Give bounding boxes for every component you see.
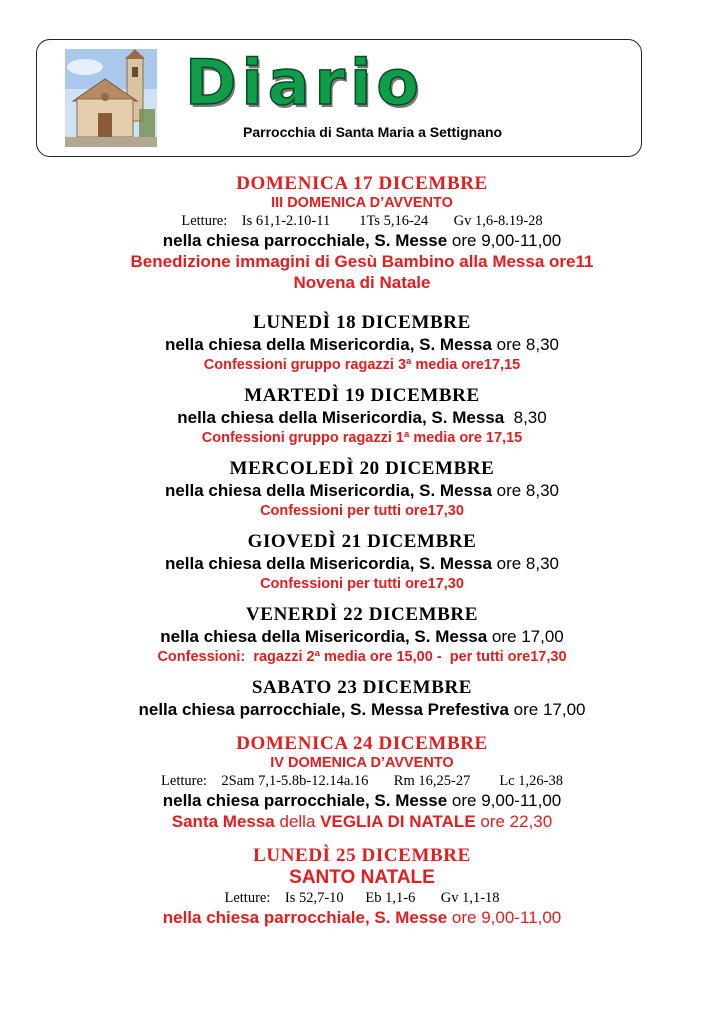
- day-section: [0, 603, 724, 667]
- mass-place: nella chiesa della Misericordia, S. Messa: [164, 554, 492, 573]
- mass-time: ore 9,00-11,00: [447, 231, 562, 250]
- day-section: [0, 676, 724, 720]
- mass-place: nella chiesa parrocchiale, S. Messe: [162, 231, 448, 250]
- diario-title: Diario: [185, 46, 424, 119]
- mass-line: [0, 480, 724, 501]
- day-title: LUNEDÌ 18 DICEMBRE: [253, 312, 471, 333]
- mass-line: [0, 334, 724, 355]
- day-title: SABATO 23 DICEMBRE: [251, 677, 473, 698]
- mass-line: [0, 907, 724, 928]
- day-title: MERCOLEDÌ 20 DICEMBRE: [229, 458, 495, 479]
- mass-time: ore 9,00-11,00: [447, 908, 562, 927]
- mass-place: nella chiesa parrocchiale, S. Messe: [162, 791, 448, 810]
- mass-line: [0, 230, 724, 251]
- mass-place: nella chiesa della Misericordia, S. Messa: [164, 481, 492, 500]
- readings: Letture: 2Sam 7,1-5.8b-12.14a.16 Rm 16,25-27 Lc 1,26-38: [161, 773, 563, 789]
- day-section: [0, 732, 724, 832]
- liturgical-subtitle: III DOMENICA D’AVVENTO: [271, 195, 453, 211]
- readings: Letture: Is 52,7-10 Eb 1,1-6 Gv 1,1-18: [224, 890, 500, 906]
- mass-place: nella chiesa della Misericordia, S. Messa: [160, 627, 488, 646]
- day-title: VENERDÌ 22 DICEMBRE: [245, 604, 479, 625]
- vigil-time: ore 22,30: [475, 812, 553, 831]
- day-title: GIOVEDÌ 21 DICEMBRE: [247, 531, 477, 552]
- mass-time: ore 8,30: [491, 554, 560, 573]
- vigil-line: [0, 811, 724, 832]
- day-title: MARTEDÌ 19 DICEMBRE: [244, 385, 480, 406]
- mass-time: ore 17,00: [508, 700, 586, 719]
- mass-line: [0, 790, 724, 811]
- day-section: [0, 311, 724, 375]
- parish-name: Parrocchia di Santa Maria a Settignano: [243, 124, 503, 140]
- blessing-line: [0, 251, 724, 272]
- church-illustration: [65, 49, 157, 147]
- day-title: DOMENICA 24 DICEMBRE: [236, 733, 488, 754]
- mass-line: [0, 626, 724, 647]
- readings: Letture: Is 61,1-2.10-11 1Ts 5,16-24 Gv 1,6-8.19-28: [181, 213, 543, 229]
- day-section: [0, 844, 724, 928]
- mass-place: nella chiesa della Misericordia, S. Messa: [164, 335, 492, 354]
- vigil-connector: della: [274, 812, 321, 831]
- day-section: [0, 172, 724, 293]
- mass-time: 8,30: [504, 408, 547, 427]
- vigil-mass: Santa Messa: [171, 812, 275, 831]
- mass-place: nella chiesa della Misericordia, S. Messa: [177, 408, 505, 427]
- confessions-note: Confessioni gruppo ragazzi 3ª media ore17,15: [203, 357, 521, 373]
- liturgical-subtitle: IV DOMENICA D’AVVENTO: [270, 755, 454, 771]
- mass-line: [0, 699, 724, 720]
- mass-place: nella chiesa parrocchiale, S. Messa Prefestiva: [138, 700, 509, 719]
- header-box: [36, 39, 642, 157]
- day-section: [0, 530, 724, 594]
- mass-place: nella chiesa parrocchiale, S. Messe: [162, 908, 448, 927]
- novena-line: [0, 272, 724, 293]
- feast-subtitle: SANTO NATALE: [289, 867, 435, 888]
- mass-line: [0, 407, 724, 428]
- vigil-title: VEGLIA DI NATALE: [320, 812, 476, 831]
- day-section: [0, 457, 724, 521]
- mass-time: ore 17,00: [487, 627, 564, 646]
- mass-time: ore 8,30: [491, 335, 560, 354]
- confessions-note: Confessioni per tutti ore17,30: [260, 503, 464, 519]
- day-section: [0, 384, 724, 448]
- day-title: DOMENICA 17 DICEMBRE: [236, 173, 488, 194]
- mass-time: ore 8,30: [491, 481, 560, 500]
- mass-line: [0, 553, 724, 574]
- schedule: [0, 172, 724, 937]
- day-title: LUNEDÌ 25 DICEMBRE: [253, 845, 471, 866]
- mass-time: ore 9,00-11,00: [447, 791, 562, 810]
- confessions-note: Confessioni gruppo ragazzi 1ª media ore 17,15: [201, 430, 523, 446]
- confessions-note: Confessioni: ragazzi 2ª media ore 15,00 - per tutti ore17,30: [157, 649, 567, 665]
- novena-text: Novena di Natale: [293, 273, 431, 292]
- blessing-text: Benedizione immagini di Gesù Bambino alla Messa ore11: [130, 252, 594, 271]
- confessions-note: Confessioni per tutti ore17,30: [260, 576, 464, 592]
